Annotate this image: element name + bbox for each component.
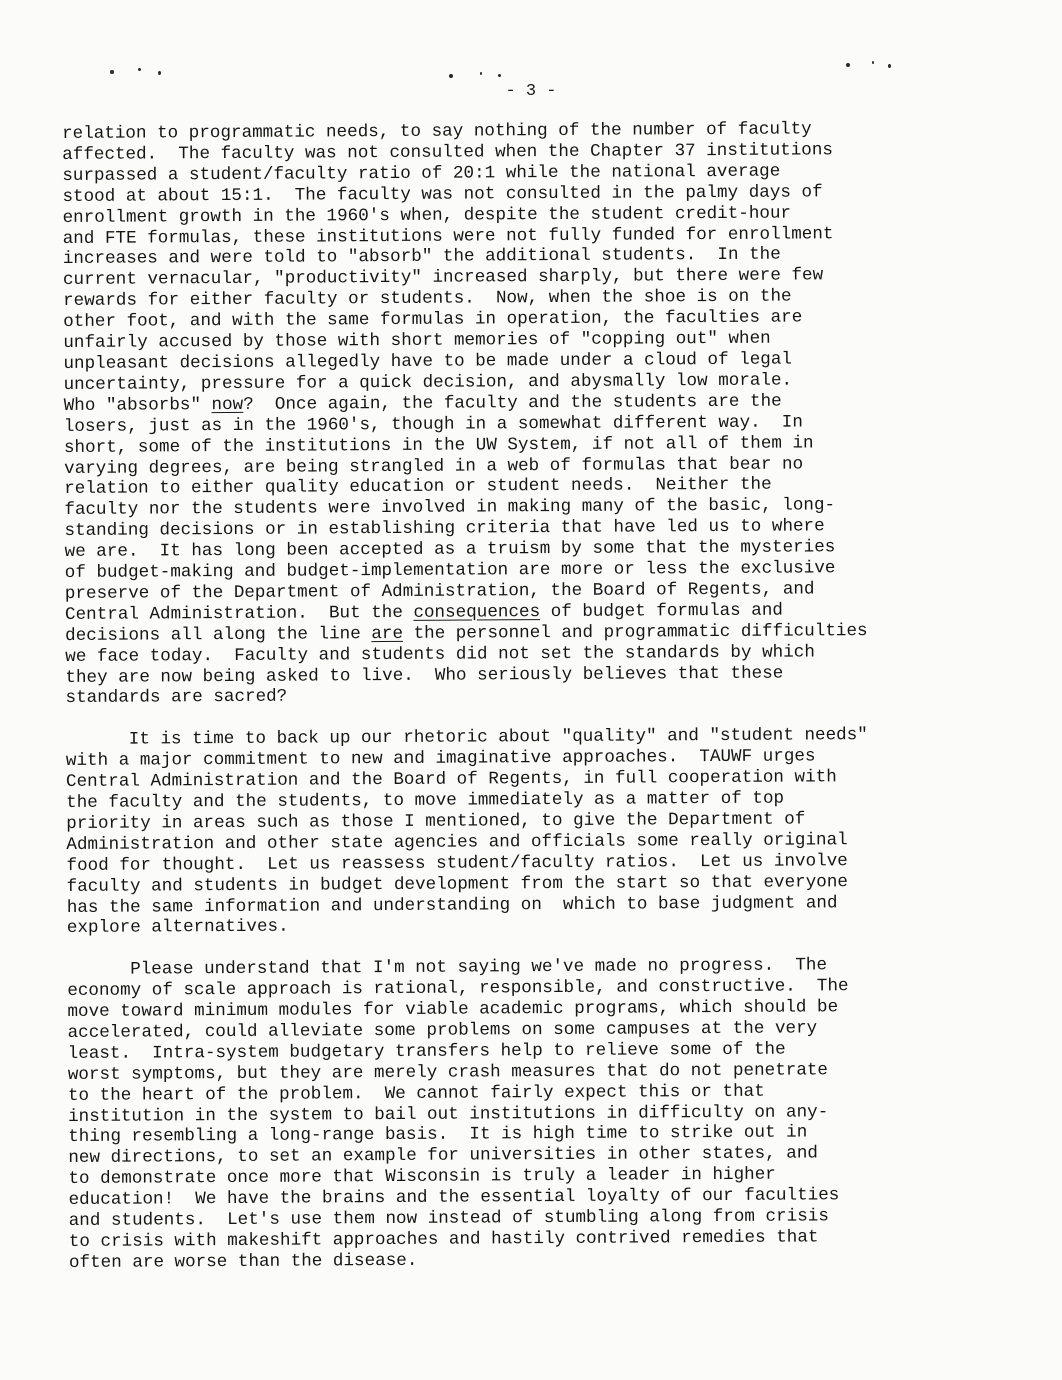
scan-speck [498, 74, 501, 77]
text-segment: thing resembling a long-range basis. It is high time to strike out in [68, 1122, 808, 1148]
text-segment: to the heart of the problem. We cannot fairly expect this or that [67, 1081, 765, 1106]
text-segment: they are now being asked to live. Who seriously believes that these [65, 663, 784, 688]
text-segment: we face today. Faculty and students did not set the standards by which [65, 642, 815, 667]
text-segment: Please understand that I'm not saying we've made no progress. The [130, 955, 828, 980]
scan-speck [888, 64, 891, 68]
text-segment: preserve of the Department of Administration, the Board of Regents, and [64, 579, 815, 604]
text-segment: rewards for either faculty or students. Now, when the shoe is on the [63, 286, 792, 312]
paragraph [62, 118, 1026, 709]
text-line [69, 1247, 1029, 1274]
text-segment: education! We have the brains and the essential loyalty of our faculties [68, 1185, 840, 1211]
text-segment: we are. It has long been accepted as a truism by some that the mysteries [64, 537, 836, 563]
text-segment: stood at about 15:1. The faculty was not consulted in the palmy days of [62, 182, 823, 207]
text-segment: varying degrees, are being strangled in a web of formulas that bear no [64, 453, 804, 479]
text-segment: to demonstrate once more that Wisconsin is truly a leader in higher [68, 1164, 776, 1190]
text-segment: with a major commitment to new and imaginative approaches. TAUWF urges [65, 746, 816, 772]
text-segment: new directions, to set an example for universities in other states, and [68, 1143, 818, 1169]
underlined-text: consequences [413, 601, 541, 623]
text-segment: current vernacular, "productivity" increased sharply, but there were few [62, 265, 824, 291]
text-segment: Administration and other state agencies and officials some really original [66, 830, 848, 855]
paragraph [66, 724, 1027, 939]
text-segment: Who "absorbs" [63, 394, 212, 416]
text-segment: and FTE formulas, these institutions were not fully funded for enrollment [62, 223, 834, 249]
scan-speck [110, 70, 114, 74]
text-segment: faculty and students in budget development from the start so that everyone [66, 871, 849, 897]
text-segment: Central Administration and the Board of Regents, in full cooperation with [65, 767, 837, 793]
underlined-text: now [211, 394, 244, 415]
text-segment: surpassed a student/faculty ratio of 20:1 while the national average [62, 161, 781, 186]
text-segment: faculty nor the students were involved in making many of the basic, long- [64, 495, 836, 521]
scan-speck [449, 74, 453, 78]
text-segment: Central Administration. But the [64, 602, 414, 625]
text-segment: to crisis with makeshift approaches and hastily contrived remedies that [68, 1227, 819, 1252]
text-segment: decisions all along the line [65, 623, 372, 646]
paragraph [67, 954, 1029, 1273]
text-segment: short, some of the institutions in the UW System, if not all of them in [63, 433, 814, 458]
underlined-text: are [371, 623, 404, 644]
text-segment: standing decisions or in establishing criteria that have led us to where [64, 516, 825, 542]
text-segment: increases and were told to "absorb" the additional students. In the [62, 245, 781, 270]
scan-speck [872, 61, 874, 64]
text-segment: ? Once again, the faculty and the students are the [243, 391, 782, 415]
text-segment: standards are sacred? [65, 687, 288, 709]
text-segment: relation to either quality education or student needs. Neither the [64, 475, 772, 500]
text-segment: losers, just as in the 1960's, though in a somewhat different way. In [63, 412, 803, 437]
text-segment: accelerated, could alleviate some problems on some campuses at the very [67, 1018, 818, 1043]
page-number: - 3 - [505, 82, 557, 101]
text-segment: enrollment growth in the 1960's when, despite the student credit-hour [62, 203, 792, 228]
document-body [62, 118, 1029, 1274]
text-segment: uncertainty, pressure for a quick decision, and abysmally low morale. [63, 370, 793, 395]
text-segment: of budget formulas and [540, 600, 784, 622]
text-segment: of budget-making and budget-implementation are more or less the exclusive [64, 558, 836, 584]
scan-speck [480, 72, 482, 75]
text-segment: unfairly accused by those with short memories of "copping out" when [63, 328, 771, 354]
text-segment: It is time to back up our rhetoric about "quality" and "student needs" [128, 725, 868, 750]
text-segment: explore alternatives. [66, 917, 289, 939]
text-segment: worst symptoms, but they are merely crash measures that do not penetrate [67, 1060, 829, 1085]
text-segment: and students. Let's use them now instead of stumbling along from crisis [68, 1206, 829, 1232]
text-segment: economy of scale approach is rational, responsible, and constructive. The [67, 976, 849, 1002]
text-segment: relation to programmatic needs, to say nothing of the number of faculty [62, 119, 812, 144]
text-segment: the personnel and programmatic difficulties [402, 620, 868, 644]
text-segment: unpleasant decisions allegedly have to be made under a cloud of legal [63, 349, 793, 374]
scan-speck [138, 68, 141, 71]
text-segment: institution in the system to bail out institutions in difficulty on any- [68, 1101, 829, 1127]
text-segment: the faculty and the students, to move immediately as a matter of top [66, 788, 785, 813]
text-segment: least. Intra-system budgetary transfers help to relieve some of the [67, 1039, 786, 1064]
text-segment: other foot, and with the same formulas in operation, the faculties are [63, 307, 803, 333]
text-segment: affected. The faculty was not consulted when the Chapter 37 institutions [62, 140, 833, 165]
text-segment: has the same information and understanding on which to base judgment and [66, 892, 838, 918]
text-segment: food for thought. Let us reassess student/faculty ratios. Let us involve [66, 850, 848, 876]
scan-speck [846, 63, 850, 67]
text-segment: often are worse than the disease. [68, 1250, 418, 1273]
scan-speck [158, 71, 161, 75]
text-segment: move toward minimum modules for viable academic programs, which should be [67, 997, 839, 1023]
text-segment: priority in areas such as those I mentioned, to give the Department of [66, 809, 806, 834]
